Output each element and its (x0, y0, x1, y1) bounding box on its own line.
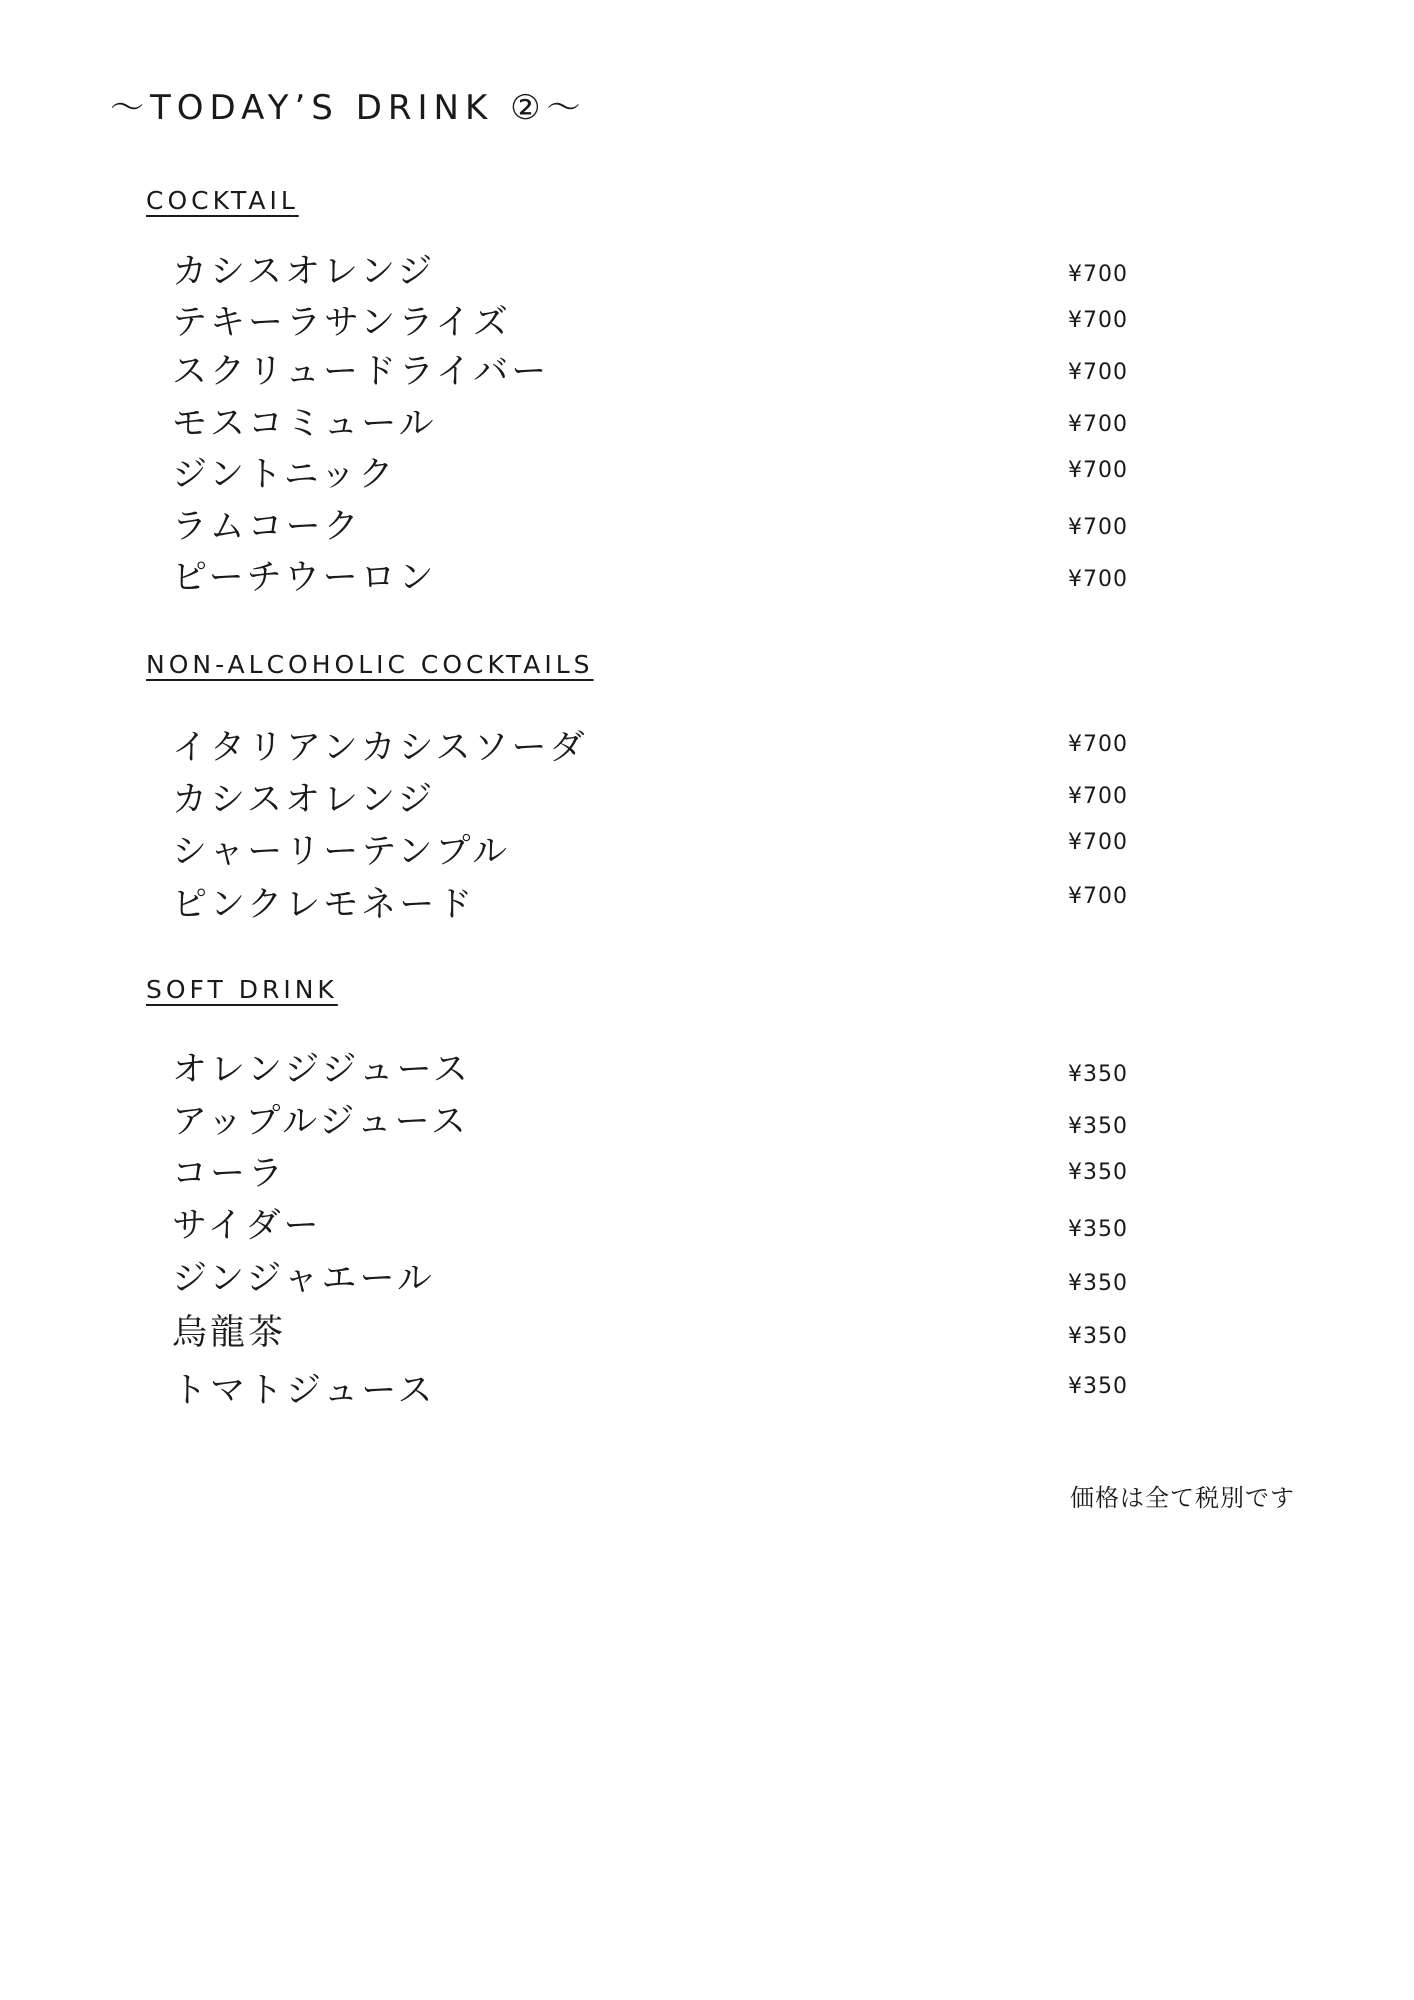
menu-item-price: ¥700 (1068, 515, 1128, 540)
menu-item-price: ¥700 (1068, 308, 1128, 333)
menu-item-name: コーラ (172, 1154, 287, 1194)
page-title: 〜TODAY’S DRINK ②〜 (110, 88, 587, 128)
menu-item-price: ¥350 (1068, 1324, 1128, 1349)
menu-item-price: ¥700 (1068, 567, 1128, 592)
menu-item-price: ¥350 (1068, 1217, 1128, 1242)
menu-item-name: カシスオレンジ (172, 252, 436, 292)
section-heading-non-alcoholic-cocktails: NON-ALCOHOLIC COCKTAILS (146, 650, 594, 679)
menu-item-price: ¥700 (1068, 830, 1128, 855)
menu-item-name: ピーチウーロン (172, 558, 437, 598)
menu-item-price: ¥350 (1068, 1271, 1128, 1296)
section-heading-cocktail: COCKTAIL (146, 186, 299, 215)
menu-item-name: ジントニック (172, 455, 397, 495)
menu-item-name: モスコミュール (172, 404, 437, 444)
menu-item-name: シャーリーテンプル (172, 832, 511, 872)
menu-item-name: テキーラサンライズ (172, 303, 511, 343)
menu-item-name: トマトジュース (172, 1371, 436, 1411)
menu-item-name: カシスオレンジ (172, 780, 436, 820)
menu-item-price: ¥700 (1068, 732, 1128, 757)
menu-item-price: ¥350 (1068, 1160, 1128, 1185)
section-heading-soft-drink: SOFT DRINK (146, 975, 338, 1004)
menu-item-price: ¥700 (1068, 884, 1128, 909)
menu-item-name: ジンジャエール (172, 1259, 435, 1299)
menu-item-name: アップルジュース (172, 1102, 469, 1142)
menu-item-name: オレンジジュース (172, 1050, 471, 1090)
menu-item-name: サイダー (172, 1206, 322, 1246)
menu-item-price: ¥350 (1068, 1114, 1128, 1139)
menu-item-price: ¥700 (1068, 458, 1128, 483)
menu-item-price: ¥700 (1068, 262, 1128, 287)
menu-item-price: ¥700 (1068, 412, 1128, 437)
menu-item-name: イタリアンカシスソーダ (172, 728, 588, 768)
menu-item-name: ラムコーク (172, 507, 362, 547)
menu-item-price: ¥700 (1068, 784, 1128, 809)
menu-item-price: ¥350 (1068, 1374, 1128, 1399)
menu-item-price: ¥700 (1068, 360, 1128, 385)
menu-item-price: ¥350 (1068, 1062, 1128, 1087)
menu-item-name: 烏龍茶 (172, 1313, 287, 1353)
tax-note: 価格は全て税別です (1070, 1484, 1295, 1512)
menu-item-name: スクリュードライバー (172, 352, 550, 392)
menu-item-name: ピンクレモネード (172, 885, 476, 925)
